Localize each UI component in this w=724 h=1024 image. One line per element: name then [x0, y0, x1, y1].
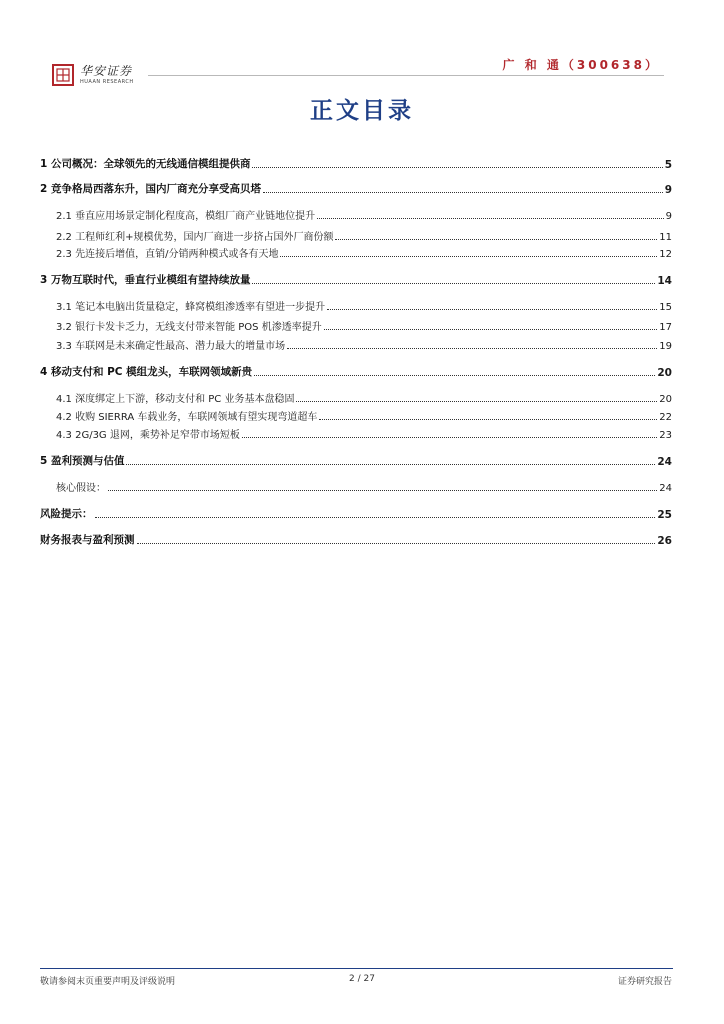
toc-entry[interactable]: [56, 389, 672, 405]
toc-entry-page: 26: [657, 535, 672, 547]
toc-entry[interactable]: [40, 180, 672, 196]
toc-entry[interactable]: [40, 155, 672, 171]
toc-entry[interactable]: [56, 317, 672, 333]
toc-entry[interactable]: [56, 478, 672, 494]
toc-dot-leader: [324, 329, 658, 330]
company-logo: [52, 62, 134, 88]
toc-entry-label: 3.1 笔记本电脑出货量稳定，蜂窝模组渗透率有望进一步提升: [56, 302, 326, 313]
footer-disclaimer: 敬请参阅末页重要声明及评级说明: [40, 977, 176, 987]
toc-entry-page: 9: [665, 211, 672, 222]
toc-entry-page: 19: [659, 341, 672, 352]
toc-entry-page: 17: [659, 322, 672, 333]
toc-dot-leader: [319, 419, 657, 420]
toc-entry-page: 11: [659, 232, 672, 243]
toc-dot-leader: [287, 348, 657, 349]
page-title: 正文目录: [310, 98, 414, 124]
toc-entry[interactable]: [40, 271, 672, 287]
toc-entry[interactable]: [40, 505, 672, 521]
toc-entry-label: 3 万物互联时代，垂直行业模组有望持续放量: [40, 274, 251, 286]
toc-entry-label: 财务报表与盈利预测: [40, 534, 135, 546]
toc-dot-leader: [327, 309, 657, 310]
toc-entry[interactable]: [56, 206, 672, 222]
toc-entry[interactable]: [40, 452, 672, 468]
toc-entry-page: 12: [659, 249, 672, 260]
toc-entry-label: 3.3 车联网是未来确定性最高、潜力最大的增量市场: [56, 341, 286, 352]
toc-entry-label: 4.3 2G/3G 退网，乘势补足窄带市场短板: [56, 430, 240, 441]
logo-cn-text: 华安证券: [80, 64, 133, 78]
toc-dot-leader: [254, 375, 655, 376]
toc-entry-label: 2 竞争格局西落东升，国内厂商充分享受高贝塔: [40, 183, 261, 195]
toc-entry-page: 14: [657, 275, 672, 287]
toc-dot-leader: [137, 543, 656, 544]
toc-dot-leader: [335, 239, 657, 240]
toc-entry[interactable]: [56, 227, 672, 243]
toc-entry-label: 4 移动支付和 PC 模组龙头，车联网领域新贵: [40, 366, 253, 378]
toc-dot-leader: [317, 218, 664, 219]
toc-dot-leader: [108, 490, 657, 491]
toc-entry-label: 风险提示：: [40, 508, 93, 520]
toc-entry[interactable]: [56, 297, 672, 313]
toc-entry-page: 9: [664, 184, 672, 196]
toc-entry-page: 23: [659, 430, 672, 441]
toc-entry-page: 25: [657, 509, 672, 521]
toc-entry-label: 2.1 垂直应用场景定制化程度高，模组厂商产业链地位提升: [56, 211, 316, 222]
page-header: [0, 0, 724, 90]
toc-entry-label: 3.2 银行卡发卡乏力，无线支付带来智能 POS 机渗透率提升: [56, 322, 322, 333]
toc-entry[interactable]: [56, 336, 672, 352]
toc-entry[interactable]: [56, 407, 672, 423]
toc-entry-page: 24: [659, 483, 672, 494]
logo-seal-icon: [52, 64, 74, 86]
toc-entry[interactable]: [40, 363, 672, 379]
toc-entry-label: 核心假设：: [56, 483, 106, 494]
toc-entry-page: 24: [657, 456, 672, 468]
toc-entry[interactable]: [56, 244, 672, 260]
toc-dot-leader: [95, 517, 656, 518]
toc-entry-label: 5 盈利预测与估值: [40, 455, 125, 467]
company-name: 广 和 通（300638）: [502, 58, 660, 72]
toc-entry-page: 5: [664, 159, 672, 171]
toc-entry[interactable]: [40, 531, 672, 547]
toc-entry[interactable]: [56, 425, 672, 441]
toc-entry-page: 20: [657, 367, 672, 379]
page-number: 2 / 27: [349, 974, 375, 984]
toc-entry-label: 4.2 收购 SIERRA 车载业务，车联网领域有望实现弯道超车: [56, 412, 318, 423]
toc-dot-leader: [280, 256, 657, 257]
toc-entry-page: 15: [659, 302, 672, 313]
toc-entry-label: 2.3 先连接后增值，直销/分销两种模式或各有天地: [56, 249, 279, 260]
toc-dot-leader: [242, 437, 657, 438]
toc-dot-leader: [252, 283, 655, 284]
toc-dot-leader: [126, 464, 655, 465]
toc-entry-label: 2.2 工程师红利+规模优势，国内厂商进一步挤占国外厂商份额: [56, 232, 334, 243]
toc-entry-label: 1 公司概况：全球领先的无线通信模组提供商: [40, 158, 251, 170]
toc-dot-leader: [252, 167, 662, 168]
toc-entry-page: 20: [659, 394, 672, 405]
header-divider: [148, 75, 664, 76]
toc-entry-page: 22: [659, 412, 672, 423]
toc-entry-label: 4.1 深度绑定上下游，移动支付和 PC 业务基本盘稳固: [56, 394, 295, 405]
footer-divider: [40, 968, 673, 969]
footer-report-type: 证券研究报告: [617, 977, 672, 987]
toc-dot-leader: [263, 192, 663, 193]
toc-dot-leader: [296, 401, 657, 402]
logo-en-text: HUAAN RESEARCH: [80, 79, 134, 85]
